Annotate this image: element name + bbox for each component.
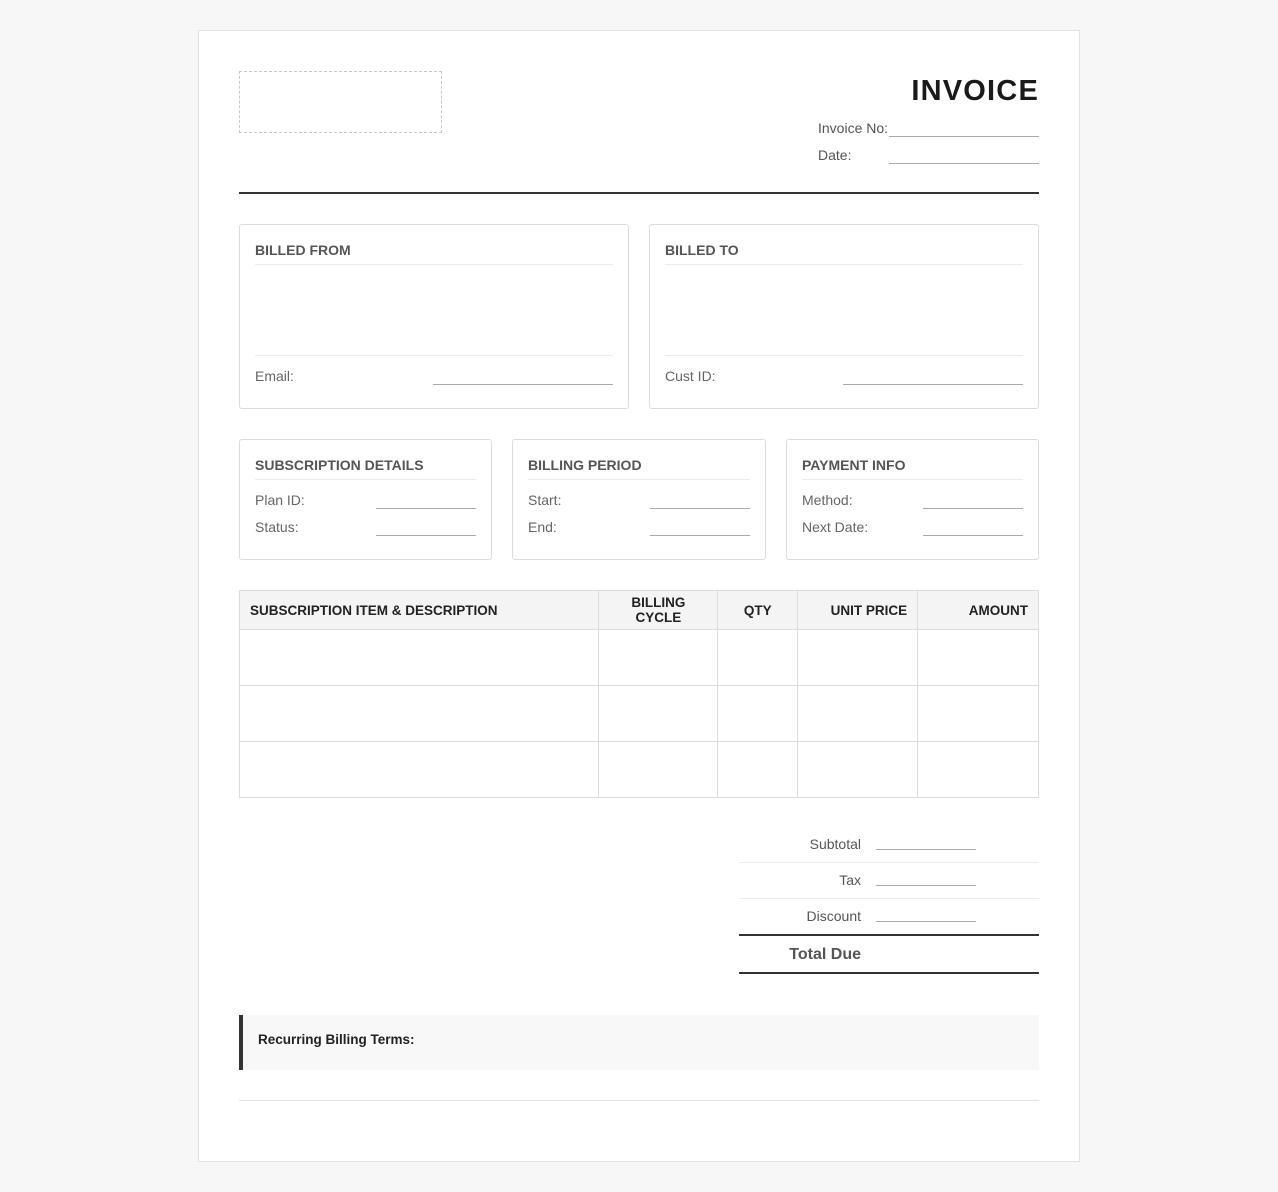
discount-label: Discount — [806, 908, 861, 924]
billed-to-heading: BILLED TO — [665, 242, 1023, 265]
subtotal-row — [739, 827, 1039, 863]
col-item-description: SUBSCRIPTION ITEM & DESCRIPTION — [240, 591, 599, 630]
end-input[interactable] — [650, 535, 750, 536]
method-label: Method: — [802, 492, 853, 508]
email-input[interactable] — [433, 384, 613, 385]
next-date-label: Next Date: — [802, 519, 869, 535]
invoice-title: INVOICE — [911, 75, 1039, 107]
qty-cell[interactable] — [718, 742, 798, 798]
billing-period-card — [512, 439, 766, 560]
billed-to-divider — [665, 355, 1023, 356]
qty-cell[interactable] — [718, 686, 798, 742]
table-row — [240, 686, 1039, 742]
billing-terms-label: Recurring Billing Terms: — [258, 1032, 415, 1047]
amount-cell[interactable] — [918, 742, 1039, 798]
col-amount: AMOUNT — [918, 591, 1039, 630]
billing-cycle-cell[interactable] — [599, 686, 718, 742]
start-label: Start: — [528, 492, 562, 508]
item-description-cell[interactable] — [240, 686, 599, 742]
col-billing-cycle: BILLING CYCLE — [599, 591, 718, 630]
item-description-cell[interactable] — [240, 742, 599, 798]
discount-row — [739, 899, 1039, 935]
billing-cycle-cell[interactable] — [599, 630, 718, 686]
end-label: End: — [528, 519, 557, 535]
footer-divider — [239, 1100, 1039, 1101]
payment-info-card — [786, 439, 1039, 560]
total-due-row — [739, 934, 1039, 974]
line-items-table — [239, 590, 1039, 798]
tax-input[interactable] — [876, 885, 976, 886]
date-field — [818, 147, 1040, 167]
billed-from-divider — [255, 355, 613, 356]
status-input[interactable] — [376, 535, 476, 536]
subscription-details-heading: SUBSCRIPTION DETAILS — [255, 457, 476, 480]
billing-terms-box — [239, 1015, 1039, 1070]
billed-from-card — [239, 224, 629, 409]
cust-id-label: Cust ID: — [665, 368, 716, 384]
table-row — [240, 742, 1039, 798]
method-input[interactable] — [923, 508, 1023, 509]
tax-row — [739, 863, 1039, 899]
cust-id-input[interactable] — [843, 384, 1023, 385]
email-label: Email: — [255, 368, 294, 384]
item-description-cell[interactable] — [240, 630, 599, 686]
subtotal-label: Subtotal — [809, 836, 861, 852]
unit-price-cell[interactable] — [798, 686, 918, 742]
billed-to-card — [649, 224, 1039, 409]
status-label: Status: — [255, 519, 299, 535]
invoice-no-input[interactable] — [889, 136, 1039, 137]
amount-cell[interactable] — [918, 630, 1039, 686]
amount-cell[interactable] — [918, 686, 1039, 742]
billing-cycle-cell[interactable] — [599, 742, 718, 798]
subtotal-input[interactable] — [876, 849, 976, 850]
header-divider — [239, 192, 1039, 194]
date-input[interactable] — [889, 163, 1039, 164]
unit-price-cell[interactable] — [798, 630, 918, 686]
billed-from-heading: BILLED FROM — [255, 242, 613, 265]
plan-id-label: Plan ID: — [255, 492, 305, 508]
table-row — [240, 630, 1039, 686]
invoice-no-label: Invoice No: — [818, 120, 889, 136]
col-qty: QTY — [718, 591, 798, 630]
logo-placeholder[interactable] — [239, 71, 442, 133]
unit-price-cell[interactable] — [798, 742, 918, 798]
qty-cell[interactable] — [718, 630, 798, 686]
tax-label: Tax — [839, 872, 861, 888]
discount-input[interactable] — [876, 921, 976, 922]
next-date-input[interactable] — [923, 535, 1023, 536]
subscription-details-card — [239, 439, 492, 560]
payment-info-heading: PAYMENT INFO — [802, 457, 1023, 480]
total-due-label: Total Due — [789, 946, 861, 963]
start-input[interactable] — [650, 508, 750, 509]
plan-id-input[interactable] — [376, 508, 476, 509]
invoice-page — [198, 30, 1080, 1162]
table-header-row — [240, 591, 1039, 630]
col-unit-price: UNIT PRICE — [798, 591, 918, 630]
date-label: Date: — [818, 147, 852, 163]
invoice-no-field — [818, 120, 1040, 140]
billing-period-heading: BILLING PERIOD — [528, 457, 750, 480]
